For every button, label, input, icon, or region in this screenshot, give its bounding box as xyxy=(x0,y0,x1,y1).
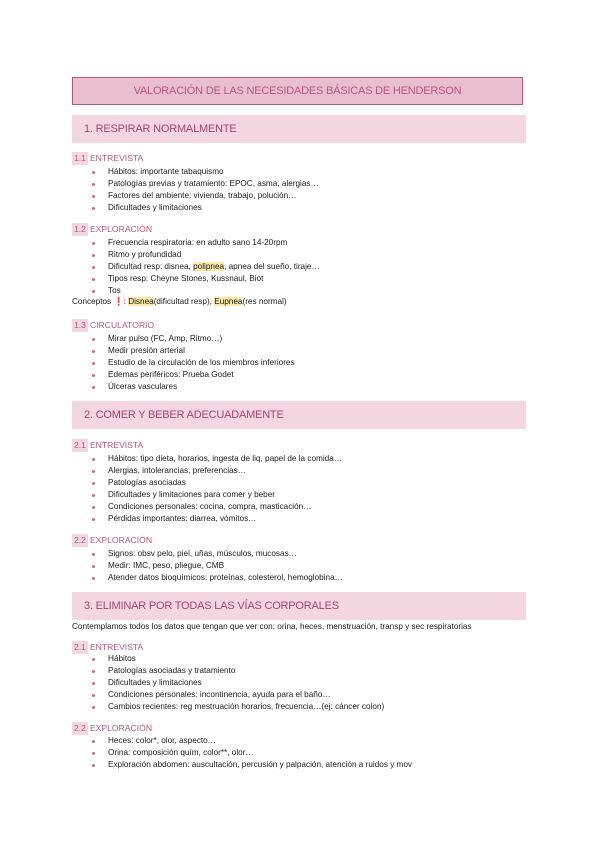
list-item: Signos: obsv pelo, piel, uñas, músculos, mucosas… xyxy=(0,548,343,560)
list-item: Alergias, intolerancias, preferencias… xyxy=(0,465,342,477)
subheading-1-2 xyxy=(72,223,152,236)
subheading-label: EXPLORACIÓN xyxy=(89,723,153,733)
subheading-number: 1.1 xyxy=(74,153,86,163)
subheading-1-3 xyxy=(72,319,154,332)
list-item: Medir presión arterial xyxy=(0,345,295,357)
subheading-number: 1.3 xyxy=(74,320,86,330)
list-entrevista-1 xyxy=(0,166,319,214)
subheading-label: ENTREVISTA xyxy=(89,642,144,652)
list-item: Cambios recientes: reg mestruación horarios, frecuencia…(ej: cáncer colon) xyxy=(0,701,384,713)
subheading-label: EXPLORACIÓN xyxy=(89,224,153,234)
list-item: Patologías asociadas y tratamiento xyxy=(0,665,384,677)
list-item: Dificultades y limitaciones xyxy=(0,677,384,689)
list-item: Factores del ambiente: vivienda, trabajo, polución… xyxy=(0,190,319,202)
highlighted-term: Disnea xyxy=(128,297,154,306)
list-item: Hábitos xyxy=(0,653,384,665)
section-heading-respirar: 1. RESPIRAR NORMALMENTE xyxy=(72,115,526,143)
list-item: Hábitos: importante tabaquismo xyxy=(0,166,319,178)
list-item xyxy=(0,261,320,273)
list-item: Exploración abdomen: auscultación, percusión y palpación, atención a ruidos y mov xyxy=(0,759,412,771)
list-circulatorio xyxy=(0,333,295,393)
subheading-2-2 xyxy=(72,534,152,547)
subheading-number: 1.2 xyxy=(74,224,86,234)
list-item: Pérdidas importantes: diarrea, vómitos… xyxy=(0,513,342,525)
section-intro: Contemplamos todos los datos que tengan que ver con: orina, heces, menstruación, transp y sec respiratorias xyxy=(72,622,472,631)
document-title: VALORACIÓN DE LAS NECESIDADES BÁSICAS DE HENDERSON xyxy=(72,77,523,105)
list-item: Frecuencia respiratoria: en adulto sano 14-20rpm xyxy=(0,237,320,249)
list-exploracion-2 xyxy=(0,548,343,584)
list-item: Tipos resp: Cheyne Stones, Kussnaul, Biot xyxy=(0,273,320,285)
list-item: Ritmo y profundidad xyxy=(0,249,320,261)
list-item: Atender datos bioquímicos: proteínas, colesterol, hemoglobina… xyxy=(0,572,343,584)
list-item: Medir: IMC, peso, pliegue, CMB xyxy=(0,560,343,572)
list-item: Tos xyxy=(0,285,320,297)
list-entrevista-3 xyxy=(0,653,384,713)
concept-desc: (res normal) xyxy=(242,297,287,306)
list-entrevista-2 xyxy=(0,453,342,525)
subheading-number: 2.1 xyxy=(74,642,86,652)
list-exploracion-3 xyxy=(0,735,412,771)
subheading-label: EXPLORACIÓN xyxy=(89,535,153,545)
section-heading-eliminar: 3. ELIMINAR POR TODAS LAS VÍAS CORPORALES xyxy=(72,592,526,620)
subheading-3-2 xyxy=(72,722,152,735)
list-item: Mirar pulso (FC, Amp, Ritmo…) xyxy=(0,333,295,345)
concepts-label: Conceptos xyxy=(72,297,112,306)
list-item: Hábitos: tipo dieta, horarios, ingesta de liq, papel de la comida… xyxy=(0,453,342,465)
highlighted-term: polipnea xyxy=(193,262,225,271)
subheading-number: 2.1 xyxy=(74,440,86,450)
list-item: Edemas periféricos: Prueba Godet xyxy=(0,369,295,381)
subheading-number: 2.2 xyxy=(74,535,86,545)
concept-desc: (dificultad resp), xyxy=(153,297,215,306)
list-item: Patologías previas y tratamiento: EPOC, asma, alergias… xyxy=(0,178,319,190)
list-item: Heces: color*, olor, aspecto… xyxy=(0,735,412,747)
concepts-sep: : xyxy=(123,297,129,306)
list-item: Condiciones personales: incontinencia, ayuda para el baño… xyxy=(0,689,384,701)
item-text: , apnea del sueño, tiraje… xyxy=(224,262,320,271)
subheading-number: 2.2 xyxy=(74,723,86,733)
subheading-label: CIRCULATORIO xyxy=(89,320,155,330)
list-item: Dificultades y limitaciones para comer y beber xyxy=(0,489,342,501)
subheading-1-1 xyxy=(72,152,143,165)
highlighted-term: Eupnea xyxy=(214,297,243,306)
exclamation-icon: ❗ xyxy=(113,297,124,306)
list-item: Úlceras vasculares xyxy=(0,381,295,393)
subheading-label: ENTREVISTA xyxy=(89,440,144,450)
list-item: Condiciones personales: cocina, compra, masticación… xyxy=(0,501,342,513)
list-item: Patologías asociadas xyxy=(0,477,342,489)
section-heading-comer: 2. COMER Y BEBER ADECUADAMENTE xyxy=(72,401,526,429)
list-item: Orina: composición quím, color**, olor… xyxy=(0,747,412,759)
list-exploracion-1 xyxy=(0,237,320,297)
list-item: Estudio de la circulación de los miembros inferiores xyxy=(0,357,295,369)
item-text: Dificultad resp: disnea, xyxy=(108,262,194,271)
concepts-line xyxy=(72,296,287,308)
subheading-2-1 xyxy=(72,439,143,452)
subheading-label: ENTREVISTA xyxy=(89,153,144,163)
list-item: Dificultades y limitaciones xyxy=(0,202,319,214)
